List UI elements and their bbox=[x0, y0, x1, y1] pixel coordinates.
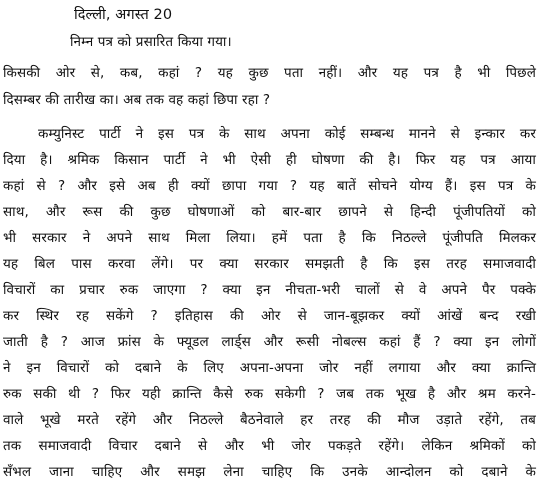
paragraph2-line: विचारों का प्रचार रुक जाएगा ? क्या इन नीचता-भरी चालों से वे अपने पैर पक्के bbox=[3, 282, 536, 298]
paragraph1-line: किसकी ओर से, कब, कहां ? यह कुछ पता नहीं। और यह पत्र है भी पिछले bbox=[3, 65, 536, 81]
paragraph2-line: भी सरकार ने अपने साथ मिला लिया। हमें पता है कि निठल्ले पूंजीपति मिलकर bbox=[3, 230, 536, 246]
paragraph2-line: कम्युनिस्ट पार्टी ने इस पत्र के साथ अपना कोई सम्बन्ध मानने से इन्कार कर bbox=[38, 126, 536, 142]
paragraph2-line: दिया है। श्रमिक किसान पार्टी ने भी ऐसी ही घोषणा की है। फिर यह पत्र आया bbox=[3, 152, 536, 168]
intro-line: निम्न पत्र को प्रसारित किया गया। bbox=[70, 34, 232, 50]
paragraph2-line: सँभल जाना चाहिए और समझ लेना चाहिए कि उनके आन्दोलन को दबाने के bbox=[3, 464, 536, 480]
paragraph2-line: तक समाजवादी विचार दबाने से और भी जोर पकड़ते रहेंगे। लेकिन श्रमिकों को bbox=[3, 438, 536, 454]
paragraph2-line: कहां से ? और इसे अब ही क्यों छापा गया ? यह बातें सोचने योग्य हैं। इस पत्र के bbox=[3, 178, 536, 194]
paragraph2-line: रुक सकी थी ? फिर यही क्रान्ति कैसे रुक सकेगी ? जब तक भूख है और श्रम करने- bbox=[3, 386, 536, 402]
paragraph1-line: दिसम्बर की तारीख का। अब तक वह कहां छिपा रहा ? bbox=[3, 92, 271, 108]
paragraph2-line: ने इन विचारों को दबाने के लिए अपना-अपना जोर नहीं लगाया और क्या क्रान्ति bbox=[3, 360, 536, 376]
paragraph2-line: वाले भूखे मरते रहेंगे और निठल्ले बैठनेवाले हर तरह की मौज उड़ाते रहेंगे, तब bbox=[3, 412, 536, 428]
paragraph2-line: साथ, और रूस की कुछ घोषणाओं को बार-बार छापने से हिन्दी पूंजीपतियों को bbox=[3, 204, 536, 220]
paragraph2-line: यह बिल पास करवा लेंगे। पर क्या सरकार समझती है कि इस तरह समाजवादी bbox=[3, 256, 536, 272]
paragraph2-line: कर स्थिर रह सकेंगे ? इतिहास की ओर से जान-बूझकर क्यों आंखें बन्द रखी bbox=[3, 308, 536, 324]
dateline: दिल्ली, अगस्त 20 bbox=[74, 7, 173, 23]
paragraph2-line: जाती है ? आज फ्रांस के फ्यूडल लार्ड्स और रूसी नोबल्स कहां हैं ? क्या इन लोगों bbox=[3, 334, 536, 350]
